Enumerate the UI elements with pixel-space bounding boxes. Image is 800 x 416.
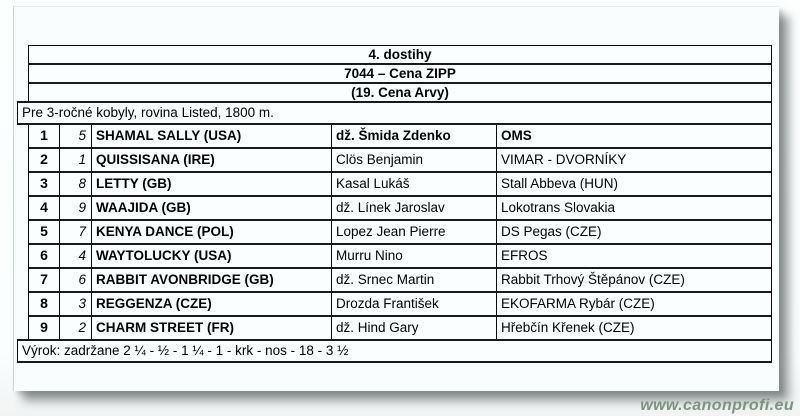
owner-cell: EKOFARMA Rybár (CZE) [501,296,655,311]
rank-cell: 3 [29,173,60,195]
jockey-cell: Drozda František [332,293,497,315]
rank-cell: 4 [29,197,60,219]
table-row [29,293,771,317]
horse-cell: KENYA DANCE (POL) [92,221,332,243]
jockey-cell: Clös Benjamin [332,149,497,171]
owner-cell: Hřebčín Křenek (CZE) [501,320,635,335]
jockey-cell: dž. Hind Gary [332,317,497,339]
result-sheet-page [13,6,779,391]
horse-cell: LETTY (GB) [92,173,332,195]
owner-cell: OMS [501,128,532,143]
rank-cell: 2 [29,149,60,171]
race-conditions-line: Pre 3-ročné kobyly, rovina Listed, 1800 m. [17,101,772,125]
owner-cell: Rabbit Trhový Štěpánov (CZE) [501,272,685,287]
race-name-title: 7044 – Cena ZIPP [29,65,771,84]
race-title-block [28,45,772,101]
draw-cell: 5 [60,125,92,147]
horse-cell: REGGENZA (CZE) [92,293,332,315]
rank-cell: 7 [29,269,60,291]
horse-cell: SHAMAL SALLY (USA) [92,125,332,147]
table-row [29,149,771,173]
jockey-cell: dž. Srnec Martin [332,269,497,291]
table-row [29,173,771,197]
horse-cell: CHARM STREET (FR) [92,317,332,339]
draw-cell: 8 [60,173,92,195]
owner-cell: Stall Abbeva (HUN) [501,176,619,191]
rank-cell: 1 [29,125,60,147]
draw-cell: 6 [60,269,92,291]
table-row [29,197,771,221]
jockey-cell: Lopez Jean Pierre [332,221,497,243]
draw-cell: 1 [60,149,92,171]
draw-cell: 4 [60,245,92,267]
watermark-text: www.canonprofi.eu [640,397,794,414]
jockey-cell: dž. Línek Jaroslav [332,197,497,219]
rank-cell: 8 [29,293,60,315]
rank-cell: 9 [29,317,60,339]
owner-cell: DS Pegas (CZE) [501,224,602,239]
draw-cell: 3 [60,293,92,315]
jockey-cell: Murru Nino [332,245,497,267]
race-subtitle: (19. Cena Arvy) [351,85,449,100]
table-row [29,245,771,269]
rank-cell: 6 [29,245,60,267]
draw-cell: 9 [60,197,92,219]
rank-cell: 5 [29,221,60,243]
table-row [29,221,771,245]
owner-cell: VIMAR - DVORNÍKY [501,152,627,167]
owner-cell: EFROS [501,248,548,263]
jockey-cell: dž. Šmida Zdenko [332,125,497,147]
jockey-cell: Kasal Lukáš [332,173,497,195]
draw-cell: 7 [60,221,92,243]
owner-cell: Lokotrans Slovakia [501,200,616,215]
horse-cell: WAYTOLUCKY (USA) [92,245,332,267]
draw-cell: 2 [60,317,92,339]
table-row [29,317,771,339]
table-row [29,269,771,293]
verdict-line: Výrok: zadržane 2 ¼ - ½ - 1 ¼ - 1 - krk - nos - 18 - 3 ½ [17,339,772,363]
horse-cell: QUISSISANA (IRE) [92,149,332,171]
results-table [28,125,772,339]
table-row [29,125,771,149]
horse-cell: RABBIT AVONBRIDGE (GB) [92,269,332,291]
horse-cell: WAAJIDA (GB) [92,197,332,219]
race-session-title: 4. dostihy [29,46,771,65]
